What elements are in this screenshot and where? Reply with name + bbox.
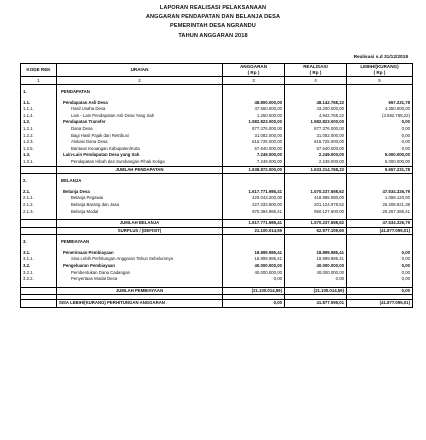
kode-rek: 2.1.	[21, 189, 57, 196]
realisasi-value	[285, 89, 347, 96]
total-row	[21, 287, 413, 295]
uraian-label: Pembentukan Dana Cadangan	[57, 270, 223, 277]
lebih-kurang-value: (41.877.095,01)	[347, 300, 413, 308]
empty-cell	[21, 300, 57, 308]
table-row	[21, 139, 413, 146]
lebih-kurang-value: 0,00	[347, 119, 413, 126]
anggaran-value: 1.638.872.000,00	[223, 166, 285, 174]
kode-rek: 3.	[21, 239, 57, 246]
uraian-label: Lain-Lain Pendapatan Desa yang Sah	[57, 152, 223, 159]
empty-cell	[21, 287, 57, 295]
total-label: JUMLAH PENDAPATAN	[57, 166, 223, 174]
lebih-kurang-value: (3.692.768,22)	[347, 113, 413, 120]
lebih-kurang-value: 0,00	[347, 256, 413, 263]
realisasi-value: 2.249.000,00	[285, 152, 347, 159]
kode-rek: 1.	[21, 89, 57, 96]
kode-rek: 2.1.3.	[21, 209, 57, 216]
table-row	[21, 126, 413, 133]
anggaran-value: 21.100.014,59	[223, 227, 285, 235]
fiscal-year: TAHUN ANGGARAN 2018	[178, 32, 248, 39]
report-subtitle: ANGGARAN PENDAPATAN DAN BELANJA DESA	[145, 14, 281, 21]
uraian-label: Belanja Desa	[57, 189, 223, 196]
kode-rek: 1.2.1.	[21, 126, 57, 133]
realisasi-value: 616.725.000,00	[285, 139, 347, 146]
lebih-kurang-value: 47.534.326,79	[347, 220, 413, 228]
uraian-label: Bantuan Keuangan Kabupaten/Kota	[57, 146, 223, 153]
kode-rek: 3.2.2.	[21, 276, 57, 283]
table-row	[21, 119, 413, 126]
realisasi-value: 48.142.768,22	[285, 100, 347, 107]
realisasi-value: 41.877.095,01	[285, 300, 347, 308]
table-row	[21, 209, 413, 216]
anggaran-value: 877.376.000,00	[223, 126, 285, 133]
realisasi-value: 18.899.985,41	[285, 250, 347, 257]
uraian-label: PEMBIAYAAN	[57, 239, 223, 246]
lebih-kurang-value	[347, 89, 413, 96]
realisasi-value: 877.376.000,00	[285, 126, 347, 133]
total-row	[21, 227, 413, 235]
kode-rek: 1.1.4.	[21, 113, 57, 120]
uraian-label: Belanja Pegawai	[57, 195, 223, 202]
anggaran-value: 227.333.800,00	[223, 202, 285, 209]
table-row	[21, 250, 413, 257]
uraian-label: Belanja Modal	[57, 209, 223, 216]
realisasi-value: 950.127.600,00	[285, 209, 347, 216]
realisasi-value: 1.582.823.000,00	[285, 119, 347, 126]
anggaran-value: 47.550.000,00	[223, 106, 285, 113]
kode-rek: 1.2.2.	[21, 133, 57, 140]
realisasi-value: 418.985.080,00	[285, 195, 347, 202]
uraian-label: Bagi Hasil Pajak dan Retribusi	[57, 133, 223, 140]
anggaran-value: 18.899.985,41	[223, 250, 285, 257]
lebih-kurang-value	[347, 239, 413, 246]
uraian-label: Alokasi Dana Desa	[57, 139, 223, 146]
table-row	[21, 152, 413, 159]
lebih-kurang-value	[347, 178, 413, 185]
lebih-kurang-value: 0,00	[347, 146, 413, 153]
realisasi-value	[285, 178, 347, 185]
realisasi-value: 31.082.000,00	[285, 133, 347, 140]
anggaran-value: 420.043.200,00	[223, 195, 285, 202]
kode-rek: 3.1.1.	[21, 256, 57, 263]
uraian-label: Pengeluaran Pembiayaan	[57, 263, 223, 270]
kode-rek: 2.	[21, 178, 57, 185]
anggaran-value: 31.082.000,00	[223, 133, 285, 140]
table-row	[21, 178, 413, 185]
table-row	[21, 146, 413, 153]
anggaran-value: 1.250.000,00	[223, 113, 285, 120]
column-number: 4	[285, 77, 347, 85]
total-row	[21, 166, 413, 174]
table-row	[21, 100, 413, 107]
table-body	[21, 85, 413, 308]
kode-rek: 3.2.1.	[21, 270, 57, 277]
anggaran-value	[223, 178, 285, 185]
lebih-kurang-value: 20.267.385,41	[347, 209, 413, 216]
header-lebih-kurang: LEBIH/(KURANG) ( Rp )	[347, 64, 413, 77]
kode-rek: 2.1.2.	[21, 202, 57, 209]
realisasi-value: 4.942.768,22	[285, 113, 347, 120]
kode-rek: 3.2.	[21, 263, 57, 270]
realisasi-value: 1.570.237.658,62	[285, 220, 347, 228]
table-row	[21, 276, 413, 283]
total-row	[21, 220, 413, 228]
uraian-label: Penerimaan Pembiayaan	[57, 250, 223, 257]
realisasi-value: 1.570.237.658,62	[285, 189, 347, 196]
lebih-kurang-value: (41.877.095,01)	[347, 227, 413, 235]
uraian-label: Lain - Lain Pendapatan Asli Desa Yang Sah	[57, 113, 223, 120]
realisasi-value: 40.000.000,00	[285, 263, 347, 270]
uraian-label: PENDAPATAN	[57, 89, 223, 96]
anggaran-value: 616.725.000,00	[223, 139, 285, 146]
uraian-label: Penyertaan Modal Desa	[57, 276, 223, 283]
anggaran-value: 1.617.771.985,41	[223, 189, 285, 196]
column-number: 1	[21, 77, 57, 85]
kode-rek: 1.2.3.	[21, 139, 57, 146]
realisasi-value: 62.977.109,60	[285, 227, 347, 235]
kode-rek: 1.2.5.	[21, 146, 57, 153]
kode-rek: 3.1.	[21, 250, 57, 257]
lebih-kurang-value: 5.000.000,00	[347, 152, 413, 159]
total-label: JUMLAH PEMBIAYAAN	[57, 287, 223, 295]
lebih-kurang-value: 0,00	[347, 287, 413, 295]
header-anggaran: ANGGARAN ( Rp )	[223, 64, 285, 77]
realisasi-value: 2.249.000,00	[285, 159, 347, 166]
lebih-kurang-value: 47.534.326,79	[347, 189, 413, 196]
anggaran-value: 40.000.000,00	[223, 270, 285, 277]
table-row	[21, 202, 413, 209]
realisasi-value	[285, 239, 347, 246]
lebih-kurang-value: 0,00	[347, 126, 413, 133]
table-row	[21, 263, 413, 270]
table-row	[21, 270, 413, 277]
lebih-kurang-value: 0,00	[347, 263, 413, 270]
kode-rek: 1.1.1.	[21, 106, 57, 113]
total-row	[21, 300, 413, 308]
lebih-kurang-value: 5.657.231,78	[347, 166, 413, 174]
anggaran-value: 1.617.771.985,41	[223, 220, 285, 228]
realisasi-value: 0,00	[285, 276, 347, 283]
anggaran-value: 57.640.000,00	[223, 146, 285, 153]
table-row	[21, 89, 413, 96]
realisasi-date-note: Realisasi s.d 31/12/2018	[353, 55, 408, 60]
lebih-kurang-value: 4.350.000,00	[347, 106, 413, 113]
table-row	[21, 159, 413, 166]
anggaran-value: 0,00	[223, 276, 285, 283]
header-kode: KODE REK	[21, 64, 57, 77]
empty-cell	[21, 166, 57, 174]
header-realisasi: REALISASI ( Rp )	[285, 64, 347, 77]
uraian-label: Hasil Usaha Desa	[57, 106, 223, 113]
anggaran-value	[223, 89, 285, 96]
table-row	[21, 195, 413, 202]
anggaran-value	[223, 239, 285, 246]
anggaran-value: 7.249.000,00	[223, 152, 285, 159]
table-row	[21, 189, 413, 196]
report-header	[0, 4, 426, 41]
lebih-kurang-value: 5.000.000,00	[347, 159, 413, 166]
total-label: SISA LEBIH/(KURANG) PERHITUNGAN ANGGARAN	[57, 300, 223, 308]
kode-rek: 1.3.1.	[21, 159, 57, 166]
anggaran-value: 970.394.985,41	[223, 209, 285, 216]
table-row	[21, 133, 413, 140]
realisasi-value: 1.633.214.768,22	[285, 166, 347, 174]
column-number: 5	[347, 77, 413, 85]
column-number: 3	[223, 77, 285, 85]
uraian-label: Dana Desa	[57, 126, 223, 133]
anggaran-value: 7.249.000,00	[223, 159, 285, 166]
uraian-label: Belanja Barang dan Jasa	[57, 202, 223, 209]
realisasi-value: 57.640.000,00	[285, 146, 347, 153]
lebih-kurang-value: 0,00	[347, 276, 413, 283]
table-row	[21, 106, 413, 113]
kode-rek: 1.3.	[21, 152, 57, 159]
lebih-kurang-value: 0,00	[347, 250, 413, 257]
village-name: PEMERINTAH DESA NGRANDU	[170, 23, 256, 30]
kode-rek: 2.1.1.	[21, 195, 57, 202]
realisasi-value: (21.100.014,59)	[285, 287, 347, 295]
lebih-kurang-value: 1.058.120,00	[347, 195, 413, 202]
budget-table	[20, 63, 413, 308]
anggaran-value: 18.899.985,41	[223, 256, 285, 263]
anggaran-value: 40.000.000,00	[223, 263, 285, 270]
table-row	[21, 239, 413, 246]
lebih-kurang-value: 0,00	[347, 133, 413, 140]
report-title: LAPORAN REALISASI PELAKSANAAN	[159, 5, 267, 11]
uraian-label: Sisa Lebih Perhitungan Anggaran Tahun Sebelumnya	[57, 256, 223, 263]
empty-cell	[21, 220, 57, 228]
anggaran-value: 1.582.823.000,00	[223, 119, 285, 126]
table-row	[21, 113, 413, 120]
header-uraian: URAIAN	[57, 64, 223, 77]
table-row	[21, 256, 413, 263]
anggaran-value: 0,00	[223, 300, 285, 308]
kode-rek: 1.1.	[21, 100, 57, 107]
lebih-kurang-value: 0,00	[347, 139, 413, 146]
lebih-kurang-value: 26.208.821,38	[347, 202, 413, 209]
uraian-label: BELANJA	[57, 178, 223, 185]
anggaran-value: 48.800.000,00	[223, 100, 285, 107]
lebih-kurang-value: 0,00	[347, 270, 413, 277]
column-number: 2	[57, 77, 223, 85]
uraian-label: Pendapatan Hibah dan Sumbangan Pihak Ketiga	[57, 159, 223, 166]
anggaran-value: (21.100.014,59)	[223, 287, 285, 295]
total-label: SURPLUS / (DEFISIT)	[57, 227, 223, 235]
total-label: JUMLAH BELANJA	[57, 220, 223, 228]
uraian-label: Pendapatan Asli Desa	[57, 100, 223, 107]
empty-cell	[21, 227, 57, 235]
realisasi-value: 40.000.000,00	[285, 270, 347, 277]
kode-rek: 1.2.	[21, 119, 57, 126]
realisasi-value: 18.899.985,41	[285, 256, 347, 263]
uraian-label: Pendapatan Transfer	[57, 119, 223, 126]
realisasi-value: 43.200.000,00	[285, 106, 347, 113]
realisasi-value: 201.124.978,62	[285, 202, 347, 209]
lebih-kurang-value: 657.231,78	[347, 100, 413, 107]
